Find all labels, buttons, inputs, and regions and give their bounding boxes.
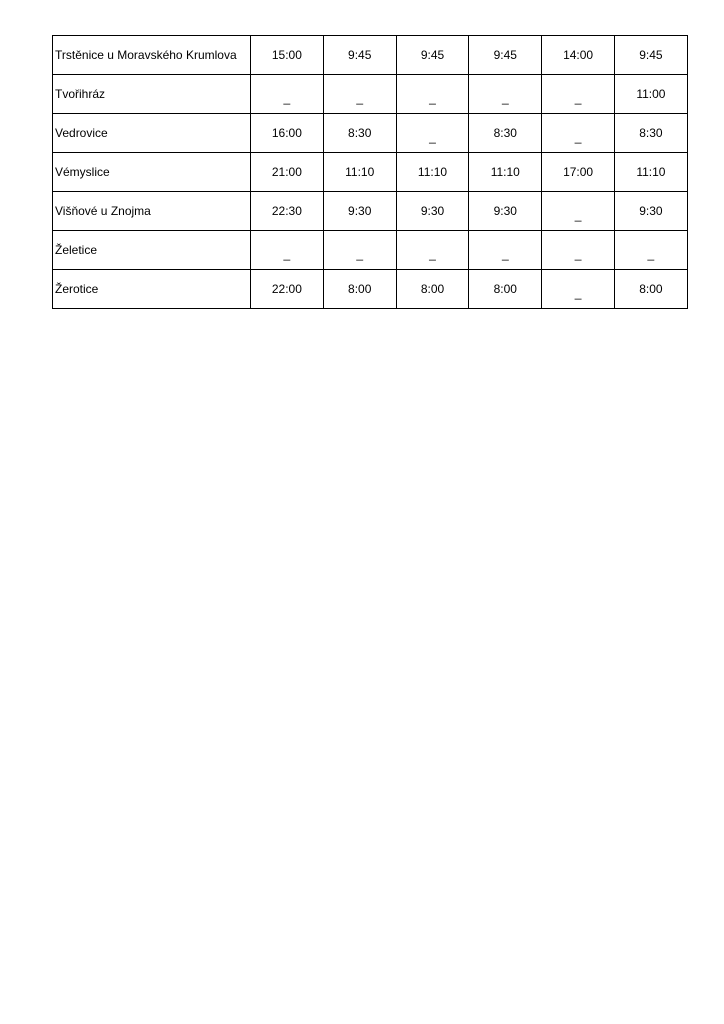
empty-time-dash: _ [356, 247, 364, 261]
empty-time-dash: _ [574, 208, 582, 222]
time-cell: 8:00 [469, 270, 542, 309]
table-row [53, 270, 688, 309]
time-cell: 9:45 [614, 36, 687, 75]
time-cell: 11:10 [469, 153, 542, 192]
schedule-table-body [53, 36, 688, 309]
time-cell: 9:45 [469, 36, 542, 75]
time-cell [542, 114, 615, 153]
time-cell: 8:00 [323, 270, 396, 309]
row-location-name: Trstěnice u Moravského Krumlova [53, 36, 251, 75]
table-row [53, 231, 688, 270]
time-cell: 21:00 [251, 153, 324, 192]
time-cell: 22:00 [251, 270, 324, 309]
time-cell: 16:00 [251, 114, 324, 153]
time-cell: 9:45 [323, 36, 396, 75]
time-cell: 8:00 [614, 270, 687, 309]
time-cell: 11:10 [323, 153, 396, 192]
empty-time-dash: _ [501, 247, 509, 261]
row-location-name: Vedrovice [53, 114, 251, 153]
empty-time-dash: _ [283, 91, 291, 105]
time-cell [396, 231, 469, 270]
time-cell: 9:30 [323, 192, 396, 231]
empty-time-dash: _ [283, 247, 291, 261]
empty-time-dash: _ [574, 91, 582, 105]
time-cell [542, 270, 615, 309]
time-cell [323, 231, 396, 270]
time-cell [542, 75, 615, 114]
empty-time-dash: _ [501, 91, 509, 105]
time-cell [542, 231, 615, 270]
row-location-name: Žerotice [53, 270, 251, 309]
time-cell: 8:30 [469, 114, 542, 153]
time-cell [251, 75, 324, 114]
empty-time-dash: _ [429, 91, 436, 105]
empty-time-dash: _ [647, 247, 655, 261]
time-cell [469, 75, 542, 114]
time-cell [469, 231, 542, 270]
time-cell: 8:30 [323, 114, 396, 153]
row-location-name: Višňové u Znojma [53, 192, 251, 231]
time-cell: 17:00 [542, 153, 615, 192]
time-cell: 8:30 [614, 114, 687, 153]
time-cell [323, 75, 396, 114]
time-cell: 8:00 [396, 270, 469, 309]
empty-time-dash: _ [429, 130, 436, 144]
empty-time-dash: _ [574, 130, 582, 144]
time-cell: 11:10 [396, 153, 469, 192]
time-cell [396, 114, 469, 153]
time-cell: 15:00 [251, 36, 324, 75]
empty-time-dash: _ [429, 247, 436, 261]
time-cell: 9:30 [614, 192, 687, 231]
time-cell: 9:30 [396, 192, 469, 231]
table-row [53, 75, 688, 114]
row-location-name: Vémyslice [53, 153, 251, 192]
time-cell: 9:45 [396, 36, 469, 75]
table-row [53, 114, 688, 153]
table-row [53, 36, 688, 75]
row-location-name: Tvořihráz [53, 75, 251, 114]
table-row [53, 192, 688, 231]
time-cell: 11:10 [614, 153, 687, 192]
time-cell [251, 231, 324, 270]
row-location-name: Želetice [53, 231, 251, 270]
time-cell [542, 192, 615, 231]
time-cell [614, 231, 687, 270]
time-cell: 22:30 [251, 192, 324, 231]
time-cell [396, 75, 469, 114]
time-cell: 11:00 [614, 75, 687, 114]
empty-time-dash: _ [574, 247, 582, 261]
table-row [53, 153, 688, 192]
empty-time-dash: _ [574, 286, 582, 300]
time-cell: 14:00 [542, 36, 615, 75]
time-cell: 9:30 [469, 192, 542, 231]
empty-time-dash: _ [356, 91, 364, 105]
schedule-table [52, 35, 688, 309]
